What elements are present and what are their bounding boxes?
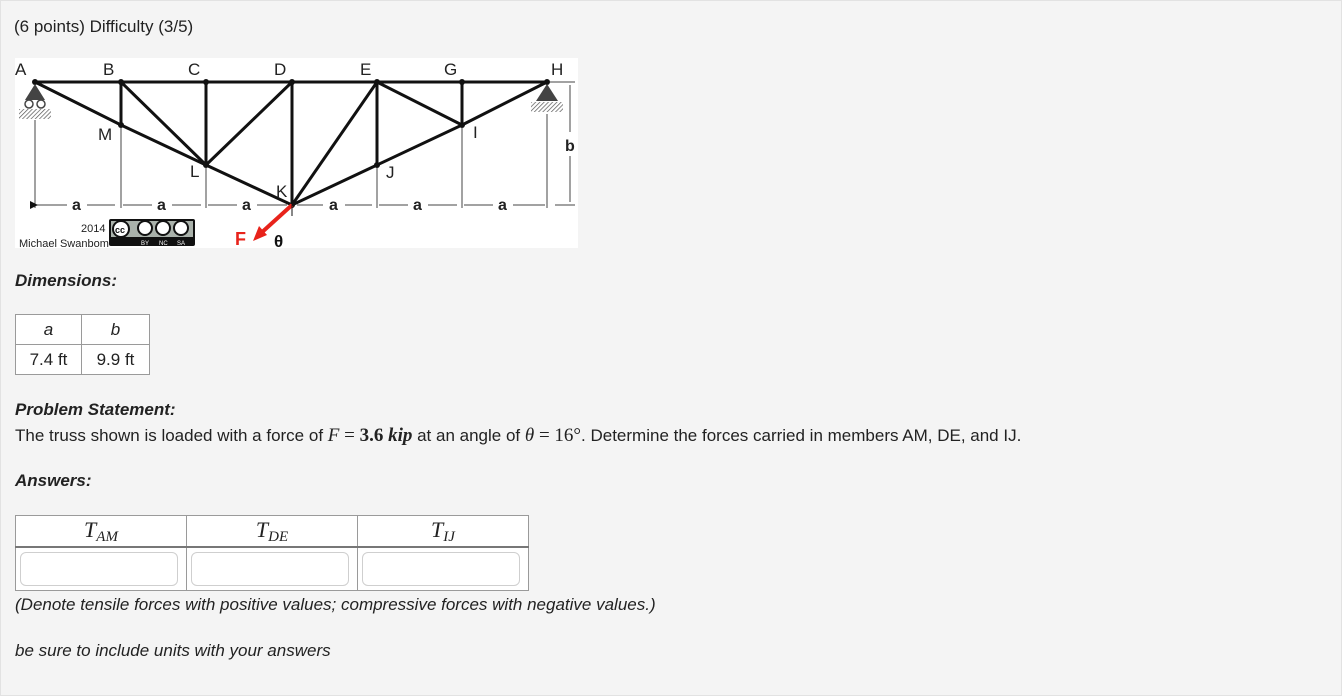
license-author: Michael Swanbom: [19, 238, 109, 248]
dim-value-a: 7.4 ft: [16, 345, 82, 375]
joint-label-I: I: [473, 123, 478, 142]
dim-a-1: a: [72, 197, 81, 214]
dimensions-table: [15, 314, 150, 375]
badge-by: BY: [141, 241, 150, 247]
badge-nc: NC: [159, 241, 168, 247]
sign-convention-note: (Denote tensile forces with positive values; compressive forces with negative values.): [15, 595, 656, 614]
answer-header-TAM: $T_{AM}$: [16, 516, 187, 548]
badge-sa: SA: [177, 241, 186, 247]
answer-header-TIJ: $T_{IJ}$: [358, 516, 529, 548]
joint-label-C: C: [188, 60, 201, 79]
force-arrow: [260, 205, 292, 234]
truss-diagram: [15, 58, 578, 248]
dim-value-b: 9.9 ft: [82, 345, 150, 375]
answer-input-TDE[interactable]: [191, 552, 349, 586]
answer-input-TAM[interactable]: [20, 552, 178, 586]
nc-icon: [156, 221, 170, 235]
dim-header-a: a: [16, 315, 82, 345]
joint-label-D: D: [274, 60, 287, 79]
angle-label: θ: [274, 232, 284, 248]
dim-a-6: a: [498, 197, 507, 214]
joint-label-K: K: [276, 182, 288, 201]
joint-label-E: E: [360, 60, 372, 79]
joint-label-G: G: [444, 60, 458, 79]
answers-table: [15, 515, 529, 591]
member-BL: [121, 82, 206, 165]
dim-a-2: a: [157, 197, 166, 214]
member-LD: [206, 82, 292, 165]
dim-a-5: a: [413, 197, 422, 214]
problem-title: Problem Statement:: [15, 400, 176, 419]
license-year: 2014: [81, 223, 106, 235]
answer-header-TDE: $T_{DE}$: [187, 516, 358, 548]
by-icon: [138, 221, 152, 235]
joint-label-H: H: [551, 60, 564, 79]
problem-statement: The truss shown is loaded with a force of F = 3.6 kip at an angle of θ = 16°. Determine the forces carried in members AM, DE, and IJ.: [15, 425, 1022, 446]
dim-header-b: b: [82, 315, 150, 345]
dim-a-3: a: [242, 197, 251, 214]
force-label: F: [235, 229, 246, 248]
dim-a-4: a: [329, 197, 338, 214]
joint-label-A: A: [15, 60, 27, 79]
member-EI: [377, 82, 462, 125]
answer-input-TIJ[interactable]: [362, 552, 520, 586]
dimensions-title: Dimensions:: [15, 271, 118, 290]
svg-text:cc: cc: [115, 225, 126, 235]
joint-label-B: B: [103, 60, 115, 79]
sa-icon: [174, 221, 188, 235]
problem-header: (6 points) Difficulty (3/5): [14, 17, 194, 36]
dim-b: b: [565, 138, 575, 155]
truss-figure: [15, 58, 578, 248]
joint-label-M: M: [98, 125, 113, 144]
joint-label-L: L: [190, 162, 200, 181]
answers-title: Answers:: [15, 471, 92, 490]
cc-license-badge: [109, 219, 195, 247]
units-note: be sure to include units with your answers: [15, 641, 331, 660]
joint-label-J: J: [386, 163, 395, 182]
